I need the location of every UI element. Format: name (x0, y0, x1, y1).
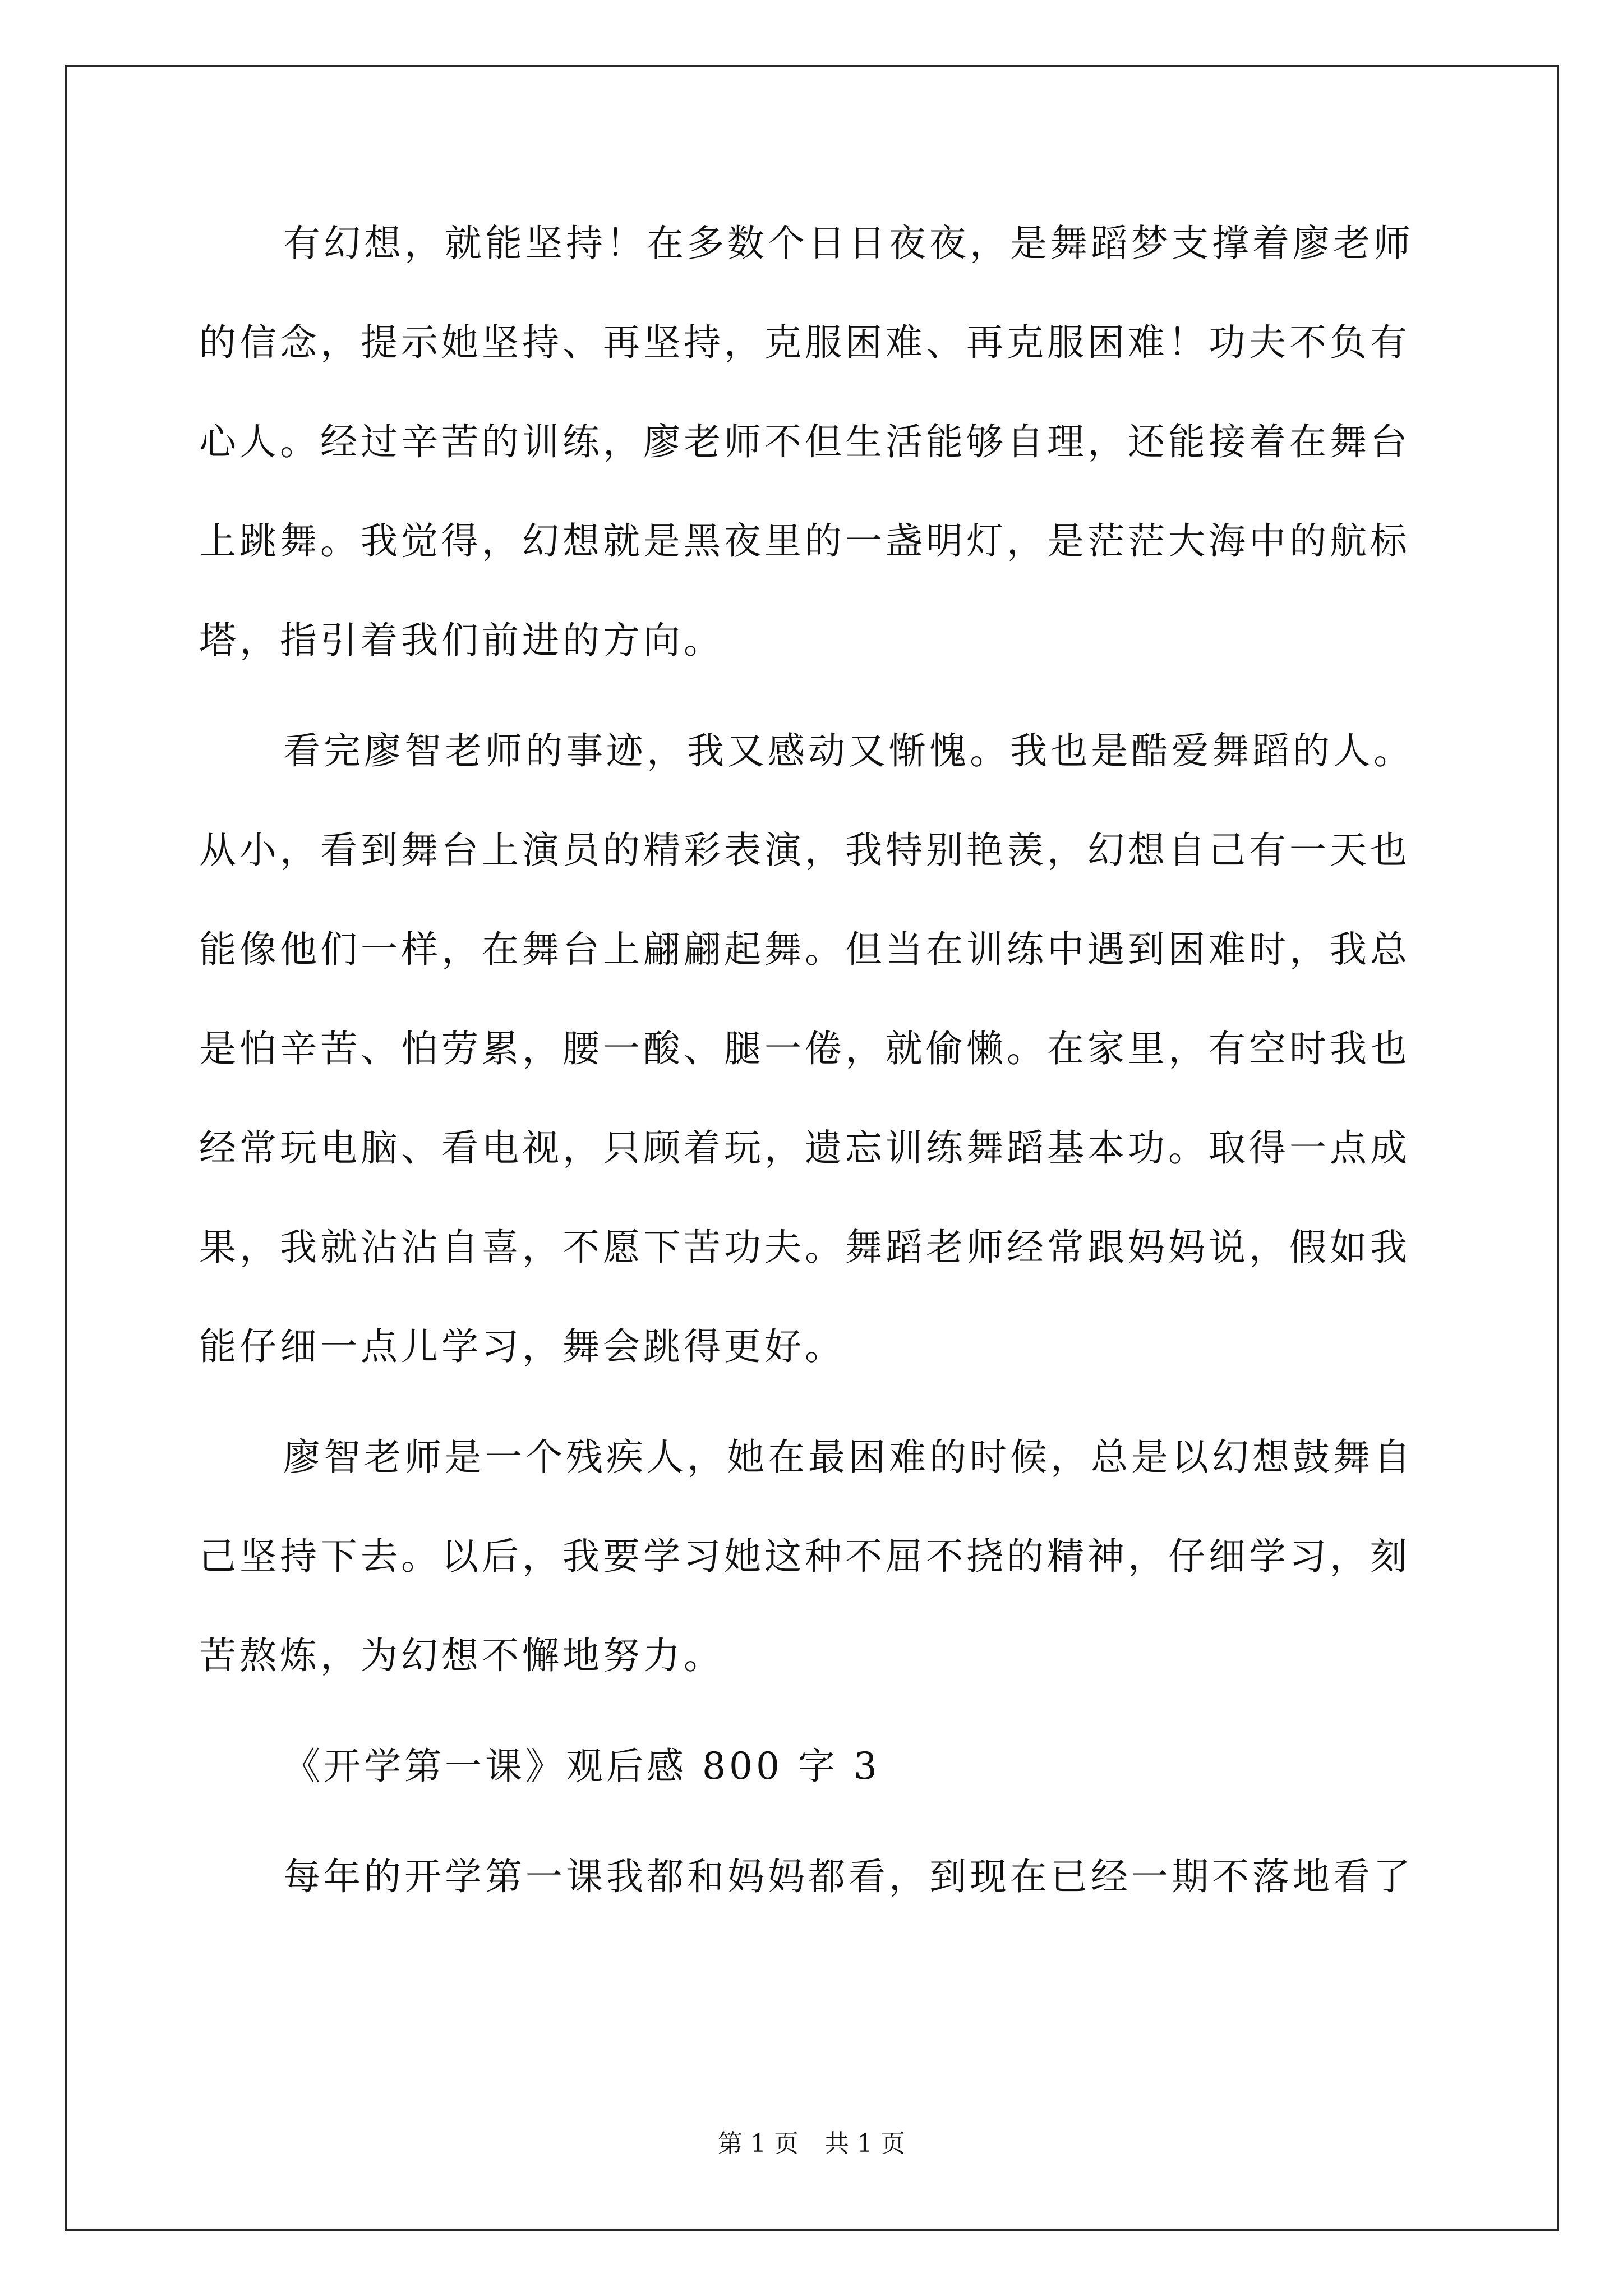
paragraph-line: 经常玩电脑、看电视，只顾着玩，遗忘训练舞蹈基本功。取得一点成 (199, 1126, 1410, 1170)
paragraph-line: 己坚持下去。以后，我要学习她这种不屈不挠的精神，仔细学习，刻 (199, 1535, 1410, 1578)
paragraph-line: 能像他们一样，在舞台上翩翩起舞。但当在训练中遇到困难时，我总 (199, 928, 1410, 971)
paragraph-line: 心人。经过辛苦的训练，廖老师不但生活能够自理，还能接着在舞台 (199, 420, 1410, 463)
page-number: 第 1 页 (718, 2129, 799, 2158)
paragraph-line: 廖智老师是一个残疾人，她在最困难的时候，总是以幻想鼓舞自 (283, 1435, 1414, 1479)
paragraph-line: 是怕辛苦、怕劳累，腰一酸、腿一倦，就偷懒。在家里，有空时我也 (199, 1027, 1410, 1070)
paragraph-line: 看完廖智老师的事迹，我又感动又惭愧。我也是酷爱舞蹈的人。 (283, 729, 1414, 772)
paragraph-line: 每年的开学第一课我都和妈妈都看，到现在已经一期不落地看了 (283, 1855, 1414, 1898)
paragraph-line: 塔，指引着我们前进的方向。 (199, 619, 724, 662)
paragraph-line: 上跳舞。我觉得，幻想就是黑夜里的一盏明灯，是茫茫大海中的航标 (199, 519, 1410, 563)
paragraph-line: 能仔细一点儿学习，舞会跳得更好。 (199, 1325, 845, 1368)
page-footer (0, 2127, 1623, 2161)
section-heading: 《开学第一课》观后感 800 字 3 (283, 1745, 880, 1788)
paragraph-line: 苦熬炼，为幻想不懈地努力。 (199, 1634, 724, 1677)
page-total: 共 1 页 (824, 2129, 905, 2158)
paragraph-line: 的信念，提示她坚持、再坚持，克服困难、再克服困难！功夫不负有 (199, 321, 1410, 364)
paragraph-line: 从小，看到舞台上演员的精彩表演，我特别艳羡，幻想自己有一天也 (199, 829, 1410, 872)
paragraph-line: 果，我就沾沾自喜，不愿下苦功夫。舞蹈老师经常跟妈妈说，假如我 (199, 1226, 1410, 1269)
paragraph-line: 有幻想，就能坚持！在多数个日日夜夜，是舞蹈梦支撑着廖老师 (283, 222, 1414, 265)
